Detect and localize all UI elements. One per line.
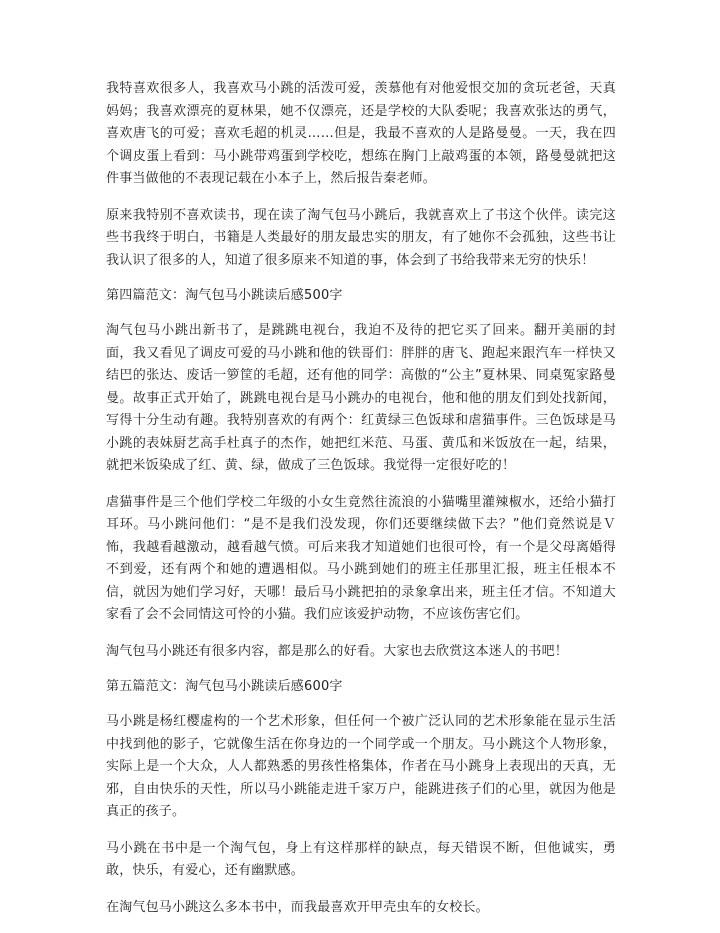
paragraph-cat-abuse-incident: 虐猫事件是三个他们学校二年级的小女生竟然往流浪的小猫嘴里灌辣椒水，还给小猫打耳环。马小跳问他们：“是不是我们没发现，你们还要继续做下去？”他们竟然说是Ｖ怖，我越看越激动，越看越气愤。可后来我才知道她们也很可怜，有一个是父母离婚得不到爱，还有两个和她的遭遇相似。马小跳到她们的班主任那里汇报，班主任根本不信，就因为她们学习好，天哪！最后马小跳把拍的录象拿出来，班主任才信。不知道大家看了会不会同情这可怜的小猫。我们应该爱护动物，不应该伤害它们。 — [106, 494, 616, 622]
paragraph-recommendation: 淘气包马小跳还有很多内容，都是那么的好看。大家也去欣赏这本迷人的书吧！ — [106, 643, 569, 659]
document-page — [106, 78, 616, 933]
paragraph-favorite-characters: 我特喜欢很多人，我喜欢马小跳的活泼可爱，羡慕他有对他爱恨交加的贪玩老爸，天真妈妈；我喜欢漂亮的夏林果，她不仅漂亮，还是学校的大队委呢；我喜欢张达的勇气，喜欢唐飞的可爱；喜欢毛超的机灵……但是，我最不喜欢的人是路曼曼。一天，我在四个调皮蛋上看到：马小跳带鸡蛋到学校吃，想练在胸门上敲鸡蛋的本领，路曼曼就把这件事当做他的不表现记载在小本子上，然后报告秦老师。 — [106, 81, 616, 186]
section-heading-fifth-essay: 第五篇范文：淘气包马小跳读后感600字 — [106, 679, 343, 694]
paragraph-character-traits: 马小跳在书中是一个淘气包，身上有这样那样的缺点，每天错误不断，但他诚实，勇敢，快乐，有爱心，还有幽默感。 — [106, 840, 616, 878]
section-heading-fourth-essay: 第四篇范文：淘气包马小跳读后感500字 — [106, 288, 343, 303]
paragraph-reading-friends: 原来我特别不喜欢读书，现在读了淘气包马小跳后，我就喜欢上了书这个伙伴。读完这些书我终于明白，书籍是人类最好的朋友最忠实的朋友，有了她你不会孤独，这些书让我认识了很多的人，知道了很多原来不知道的事，体会到了书给我带来无穷的快乐！ — [106, 207, 616, 268]
paragraph-artistic-image: 马小跳是杨红樱虚构的一个艺术形象，但任何一个被广泛认同的艺术形象能在显示生活中找到他的影子，它就像生活在你身边的一个同学或一个朋友。马小跳这个人物形象，实际上是一个大众，人人都熟悉的男孩性格集体，作者在马小跳身上表现出的天真，无邪，自由快乐的天性，所以马小跳能走进千家万户，能跳进孩子们的心里，就因为他是真正的孩子。 — [106, 714, 616, 819]
paragraph-favorite-book: 在淘气包马小跳这么多本书中，而我最喜欢开甲壳虫车的女校长。 — [106, 899, 489, 915]
paragraph-tiaotiao-tv: 淘气包马小跳出新书了，是跳跳电视台，我迫不及待的把它买了回来。翻开美丽的封面，我又看见了调皮可爱的马小跳和他的铁哥们：胖胖的唐飞、跑起来跟汽车一样快又结巴的张达、废话一箩筐的毛超，还有他的同学：高傲的“公主”夏林果、同桌冤家路曼曼。故事正式开始了，跳跳电视台是马小跳办的电视台，他和他的朋友们到处找新闻，写得十分生动有趣。我特别喜欢的有两个：红黄绿三色饭球和虐猫事件。三色饭球是马小跳的表妹厨艺高手杜真子的杰作，她把红米范、马蛋、黄瓜和米饭放在一起，结果，就把米饭染成了红、黄、绿，做成了三色饭球。我觉得一定很好吃的！ — [106, 323, 616, 473]
